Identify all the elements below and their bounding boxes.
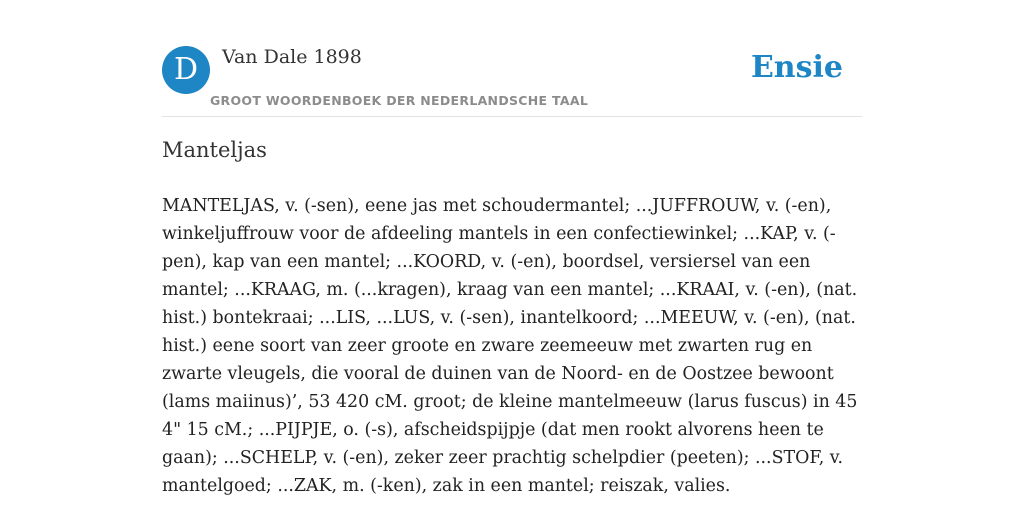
brand-logo[interactable]: Ensie — [750, 50, 843, 85]
entry-title: Manteljas — [162, 138, 267, 162]
source-title[interactable]: Van Dale 1898 — [222, 46, 362, 68]
entry-definition: MANTELJAS, v. (-sen), eene jas met schoudermantel; ...JUFFROUW, v. (-en), winkeljuffrouw voor de afdeeling mantels in een confectiewinkel; ...KAP, v. (-pen), kap van een mantel; ...KOORD, v. (-en), boordsel, versiersel van een mantel; ...KRAAG, m. (...kragen), kraag van een mantel; ...KRAAI, v. (-en), (nat. hist.) bontekraai; ...LIS, ...LUS, v. (-sen), inantelkoord; ...MEEUW, v. (-en), (nat. hist.) eene soort van zeer groote en zware zeemeeuw met zwarten rug en zwarte vleugels, die vooral de duinen van de Noord- en de Oostzee bewoont (lams maiinus)’, 53 420 cM. groot; de kleine mantelmeeuw (larus fuscus) in 45 4" 15 cM.; ...PIJPJE, o. (-s), afscheidspijpje (dat men rookt alvorens heen te gaan); ...SCHELP, v. (-en), zeker zeer prachtig schelpdier (peeten); ...STOF, v. mantelgoed; ...ZAK, m. (-ken), zak in een mantel; reiszak, valies. — [162, 196, 858, 496]
source-header — [162, 46, 862, 117]
source-avatar: D — [162, 46, 210, 94]
source-subtitle: GROOT WOORDENBOEK DER NEDERLANDSCHE TAAL — [210, 93, 589, 108]
